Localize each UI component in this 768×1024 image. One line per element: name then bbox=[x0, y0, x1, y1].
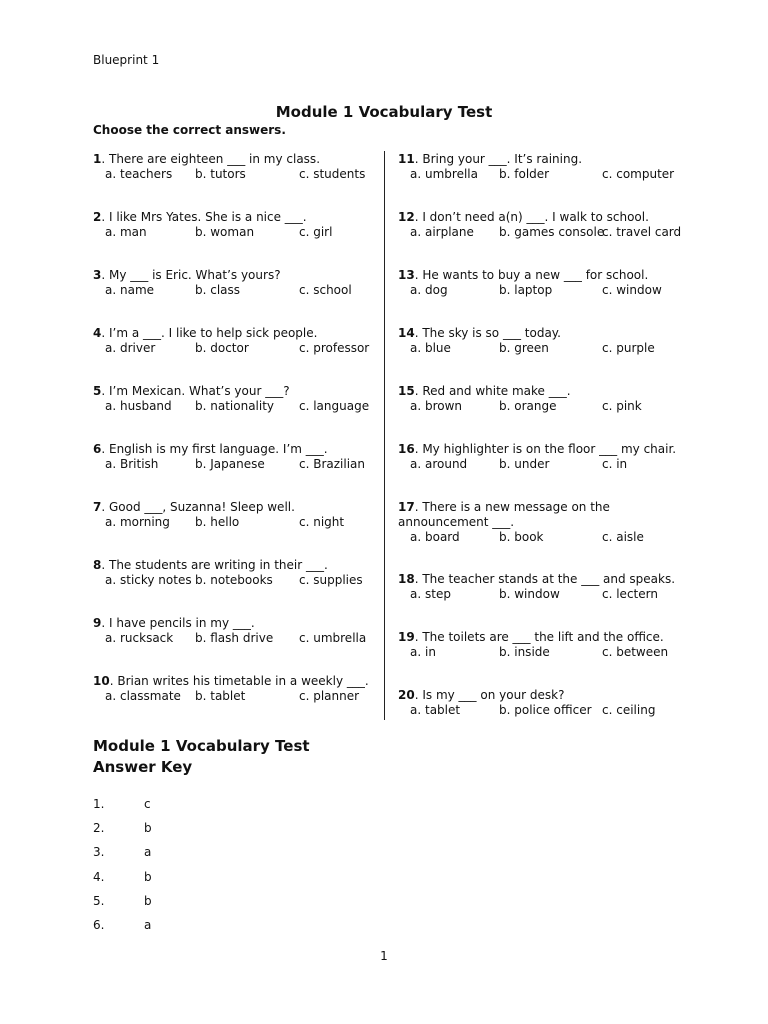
option-c: c. lectern bbox=[602, 587, 658, 601]
option-c: c. purple bbox=[602, 341, 655, 355]
option-c: c. language bbox=[299, 399, 370, 413]
option-a: a. teachers bbox=[105, 167, 173, 181]
answer-options bbox=[410, 587, 678, 602]
option-a: a. step bbox=[410, 587, 451, 601]
question-item bbox=[398, 500, 678, 572]
question-stem bbox=[93, 268, 373, 283]
question-number: 8 bbox=[93, 558, 102, 572]
answer-key-answer: b bbox=[144, 893, 152, 908]
option-a: a. morning bbox=[105, 515, 170, 529]
question-text: . He wants to buy a new ___ for school. bbox=[414, 268, 649, 282]
question-stem bbox=[93, 152, 373, 167]
option-b: b. tutors bbox=[195, 167, 246, 181]
option-c: c. travel card bbox=[602, 225, 682, 239]
answer-options bbox=[410, 167, 678, 182]
answer-key-answer: b bbox=[144, 869, 152, 884]
answer-key-answer: b bbox=[144, 821, 152, 836]
option-b: b. games console bbox=[499, 225, 605, 239]
answer-options bbox=[105, 283, 373, 298]
option-a: a. tablet bbox=[410, 703, 461, 717]
question-text: . The teacher stands at the ___ and speaks. bbox=[414, 572, 676, 586]
answer-options bbox=[105, 225, 373, 240]
answer-key-number: 2. bbox=[93, 821, 105, 836]
question-stem bbox=[93, 674, 373, 689]
question-text: . The toilets are ___ the lift and the office. bbox=[414, 630, 664, 644]
answer-key-number: 3. bbox=[93, 845, 105, 860]
answer-options bbox=[410, 341, 678, 356]
question-item bbox=[398, 442, 678, 500]
answer-key-number: 1. bbox=[93, 797, 105, 811]
question-stem bbox=[93, 210, 373, 225]
answer-options bbox=[105, 399, 373, 414]
option-b: b. nationality bbox=[195, 399, 275, 413]
question-text: . There are eighteen ___ in my class. bbox=[101, 152, 321, 166]
question-number: 12 bbox=[398, 210, 415, 224]
answer-key-answer: a bbox=[144, 845, 152, 860]
option-c: c. supplies bbox=[299, 573, 363, 587]
answer-options bbox=[410, 703, 678, 718]
question-text: . I don’t need a(n) ___. I walk to school. bbox=[414, 210, 649, 224]
option-c: c. pink bbox=[602, 399, 642, 413]
answer-key-number: 4. bbox=[93, 869, 105, 884]
question-number: 14 bbox=[398, 326, 415, 340]
option-a: a. umbrella bbox=[410, 167, 478, 181]
option-b: b. hello bbox=[195, 515, 240, 529]
option-c: c. professor bbox=[299, 341, 370, 355]
question-number: 13 bbox=[398, 268, 415, 282]
answer-options bbox=[105, 689, 373, 704]
instructions: Choose the correct answers. bbox=[93, 123, 286, 137]
option-b: b. doctor bbox=[195, 341, 249, 355]
option-a: a. driver bbox=[105, 341, 156, 355]
question-item bbox=[93, 384, 373, 442]
option-c: c. between bbox=[602, 645, 669, 659]
answer-options bbox=[410, 225, 682, 240]
question-stem bbox=[93, 616, 373, 631]
option-c: c. school bbox=[299, 283, 352, 297]
question-text: . I have pencils in my ___. bbox=[101, 616, 255, 630]
answer-options bbox=[410, 645, 678, 660]
question-item bbox=[93, 500, 373, 558]
option-b: b. inside bbox=[499, 645, 550, 659]
option-c: c. computer bbox=[602, 167, 675, 181]
option-c: c. Brazilian bbox=[299, 457, 366, 471]
question-number: 5 bbox=[93, 384, 102, 398]
question-item bbox=[398, 384, 678, 442]
answer-key-title-line2: Answer Key bbox=[93, 758, 193, 776]
option-a: a. classmate bbox=[105, 689, 181, 703]
answer-options bbox=[410, 457, 678, 472]
option-b: b. police officer bbox=[499, 703, 592, 717]
answer-options bbox=[410, 530, 678, 545]
option-c: c. in bbox=[602, 457, 628, 471]
question-number: 7 bbox=[93, 500, 102, 514]
question-text: . My highlighter is on the floor ___ my chair. bbox=[414, 442, 677, 456]
question-number: 15 bbox=[398, 384, 415, 398]
question-number: 1 bbox=[93, 152, 102, 166]
option-a: a. blue bbox=[410, 341, 451, 355]
question-item bbox=[93, 558, 373, 616]
question-stem bbox=[93, 384, 373, 399]
option-c: c. umbrella bbox=[299, 631, 367, 645]
option-a: a. in bbox=[410, 645, 436, 659]
question-stem bbox=[398, 500, 688, 530]
option-a: a. board bbox=[410, 530, 460, 544]
question-item bbox=[398, 688, 678, 746]
option-c: c. girl bbox=[299, 225, 333, 239]
option-c: c. ceiling bbox=[602, 703, 656, 717]
option-a: a. airplane bbox=[410, 225, 474, 239]
option-b: b. window bbox=[499, 587, 560, 601]
question-item bbox=[93, 268, 373, 326]
answer-key-answer: c bbox=[144, 797, 151, 811]
question-stem bbox=[398, 210, 678, 225]
answer-key-title bbox=[93, 736, 310, 778]
question-stem bbox=[93, 558, 373, 573]
answer-key-answer: a bbox=[144, 917, 152, 932]
question-stem bbox=[93, 442, 373, 457]
answer-options bbox=[105, 167, 373, 182]
option-a: a. around bbox=[410, 457, 468, 471]
option-a: a. rucksack bbox=[105, 631, 174, 645]
question-text: . Good ___, Suzanna! Sleep well. bbox=[101, 500, 295, 514]
question-number: 2 bbox=[93, 210, 102, 224]
question-stem bbox=[398, 442, 678, 457]
page-number: 1 bbox=[380, 949, 388, 963]
option-b: b. orange bbox=[499, 399, 557, 413]
answer-options bbox=[105, 457, 373, 472]
question-item bbox=[398, 630, 678, 688]
question-stem bbox=[398, 630, 678, 645]
option-b: b. green bbox=[499, 341, 549, 355]
question-text: . I’m a ___. I like to help sick people. bbox=[101, 326, 318, 340]
question-item bbox=[93, 442, 373, 500]
question-item bbox=[398, 268, 678, 326]
question-number: 18 bbox=[398, 572, 415, 586]
question-item bbox=[93, 210, 373, 268]
option-b: b. tablet bbox=[195, 689, 246, 703]
option-c: c. students bbox=[299, 167, 366, 181]
option-b: b. Japanese bbox=[195, 457, 265, 471]
question-stem bbox=[398, 326, 678, 341]
option-c: c. night bbox=[299, 515, 345, 529]
option-a: a. dog bbox=[410, 283, 448, 297]
option-c: c. aisle bbox=[602, 530, 644, 544]
question-number: 11 bbox=[398, 152, 415, 166]
option-a: a. brown bbox=[410, 399, 463, 413]
question-item bbox=[398, 152, 678, 210]
option-a: a. British bbox=[105, 457, 159, 471]
question-item bbox=[398, 210, 682, 268]
option-c: c. window bbox=[602, 283, 662, 297]
question-item bbox=[93, 326, 373, 384]
option-b: b. class bbox=[195, 283, 241, 297]
question-item bbox=[93, 616, 373, 674]
option-c: c. planner bbox=[299, 689, 360, 703]
question-number: 20 bbox=[398, 688, 415, 702]
column-divider bbox=[384, 151, 385, 720]
question-stem bbox=[93, 500, 373, 515]
option-a: a. husband bbox=[105, 399, 172, 413]
question-item bbox=[398, 572, 678, 630]
question-text: . Is my ___ on your desk? bbox=[414, 688, 565, 702]
question-text: . Red and white make ___. bbox=[414, 384, 571, 398]
question-stem bbox=[398, 572, 678, 587]
question-text: . Brian writes his timetable in a weekly ___. bbox=[109, 674, 369, 688]
question-number: 4 bbox=[93, 326, 102, 340]
question-stem bbox=[93, 326, 373, 341]
option-b: b. woman bbox=[195, 225, 255, 239]
answer-options bbox=[105, 573, 373, 588]
question-text: . I like Mrs Yates. She is a nice ___. bbox=[101, 210, 307, 224]
question-item bbox=[93, 674, 373, 732]
question-column-left bbox=[93, 152, 373, 732]
question-number: 16 bbox=[398, 442, 415, 456]
option-a: a. man bbox=[105, 225, 147, 239]
question-stem bbox=[398, 152, 678, 167]
question-number: 19 bbox=[398, 630, 415, 644]
option-b: b. folder bbox=[499, 167, 550, 181]
answer-key-title-line1: Module 1 Vocabulary Test bbox=[93, 737, 310, 755]
test-title: Module 1 Vocabulary Test bbox=[275, 103, 493, 121]
option-b: b. laptop bbox=[499, 283, 553, 297]
page-header: Blueprint 1 bbox=[93, 53, 160, 67]
answer-key-number: 5. bbox=[93, 893, 105, 908]
question-text: . The students are writing in their ___. bbox=[101, 558, 328, 572]
option-b: b. notebooks bbox=[195, 573, 273, 587]
answer-options bbox=[410, 283, 678, 298]
question-number: 17 bbox=[398, 500, 415, 514]
answer-options bbox=[105, 341, 373, 356]
option-b: b. book bbox=[499, 530, 544, 544]
option-a: a. name bbox=[105, 283, 155, 297]
option-b: b. flash drive bbox=[195, 631, 274, 645]
question-item bbox=[398, 326, 678, 384]
question-text: . The sky is so ___ today. bbox=[414, 326, 561, 340]
question-number: 6 bbox=[93, 442, 102, 456]
question-number: 3 bbox=[93, 268, 102, 282]
question-text: . I’m Mexican. What’s your ___? bbox=[101, 384, 290, 398]
question-text: . There is a new message on the announcement ___. bbox=[398, 500, 610, 529]
answer-options bbox=[105, 631, 373, 646]
question-text: . English is my first language. I’m ___. bbox=[101, 442, 328, 456]
question-column-right bbox=[398, 152, 682, 746]
answer-key-number: 6. bbox=[93, 917, 105, 932]
question-item bbox=[93, 152, 373, 210]
question-number: 10 bbox=[93, 674, 110, 688]
question-number: 9 bbox=[93, 616, 102, 630]
answer-options bbox=[410, 399, 678, 414]
answer-options bbox=[105, 515, 373, 530]
question-stem bbox=[398, 268, 678, 283]
question-text: . Bring your ___. It’s raining. bbox=[414, 152, 583, 166]
option-b: b. under bbox=[499, 457, 550, 471]
question-stem bbox=[398, 384, 678, 399]
option-a: a. sticky notes bbox=[105, 573, 192, 587]
question-stem bbox=[398, 688, 678, 703]
question-text: . My ___ is Eric. What’s yours? bbox=[101, 268, 281, 282]
